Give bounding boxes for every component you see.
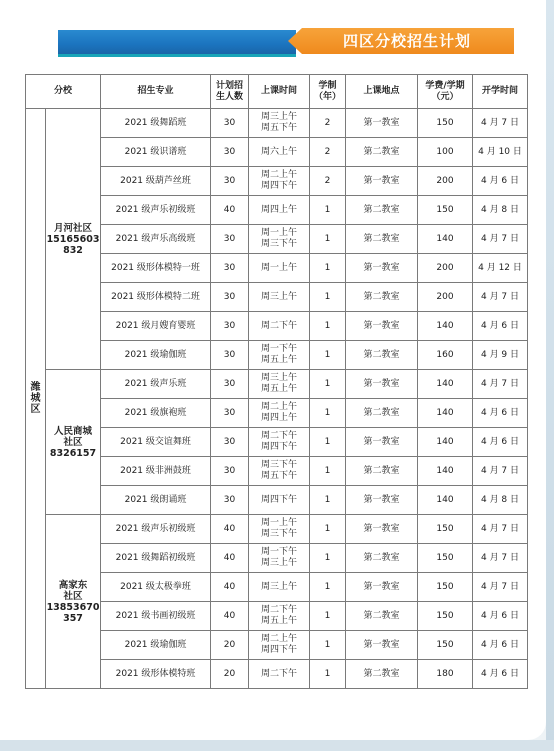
cell-location: 第二教室 xyxy=(346,544,418,573)
cell-fee: 200 xyxy=(418,254,473,283)
page-bottom-shadow xyxy=(0,740,554,751)
cell-start-date: 4 月 12 日 xyxy=(473,254,528,283)
cell-enrollment-count: 40 xyxy=(211,196,249,225)
enrollment-plan-table xyxy=(25,74,528,689)
cell-major: 2021 级瑜伽班 xyxy=(101,341,211,370)
cell-location: 第二教室 xyxy=(346,457,418,486)
table-row xyxy=(26,109,528,138)
cell-enrollment-count: 30 xyxy=(211,138,249,167)
cell-enrollment-count: 30 xyxy=(211,370,249,399)
cell-fee: 200 xyxy=(418,283,473,312)
cell-duration: 1 xyxy=(310,225,346,254)
table-row xyxy=(26,283,528,312)
cell-major: 2021 级声乐班 xyxy=(101,370,211,399)
cell-enrollment-count: 30 xyxy=(211,225,249,254)
table-row xyxy=(26,341,528,370)
cell-fee: 150 xyxy=(418,602,473,631)
table-row xyxy=(26,225,528,254)
cell-enrollment-count: 40 xyxy=(211,573,249,602)
cell-major: 2021 级朗诵班 xyxy=(101,486,211,515)
cell-location: 第一教室 xyxy=(346,428,418,457)
header-class-time: 上课时间 xyxy=(249,75,310,109)
table-row xyxy=(26,660,528,689)
cell-major: 2021 级舞蹈初级班 xyxy=(101,544,211,573)
cell-enrollment-count: 30 xyxy=(211,457,249,486)
cell-start-date: 4 月 6 日 xyxy=(473,660,528,689)
header-start-date: 开学时间 xyxy=(473,75,528,109)
table-row xyxy=(26,312,528,341)
cell-duration: 2 xyxy=(310,109,346,138)
cell-major: 2021 级交谊舞班 xyxy=(101,428,211,457)
table-header-row xyxy=(26,75,528,109)
cell-class-time: 周一上午 周三下午 xyxy=(249,515,310,544)
campus-cell: 月河社区 15165603 832 xyxy=(46,109,101,370)
cell-major: 2021 级声乐高级班 xyxy=(101,225,211,254)
cell-enrollment-count: 40 xyxy=(211,515,249,544)
cell-major: 2021 级形体模特班 xyxy=(101,660,211,689)
cell-duration: 2 xyxy=(310,138,346,167)
cell-start-date: 4 月 8 日 xyxy=(473,196,528,225)
cell-major: 2021 级太极拳班 xyxy=(101,573,211,602)
cell-duration: 1 xyxy=(310,660,346,689)
cell-duration: 1 xyxy=(310,457,346,486)
cell-fee: 140 xyxy=(418,457,473,486)
cell-fee: 140 xyxy=(418,486,473,515)
cell-start-date: 4 月 6 日 xyxy=(473,428,528,457)
table-row xyxy=(26,631,528,660)
cell-enrollment-count: 40 xyxy=(211,544,249,573)
cell-class-time: 周一上午 周三下午 xyxy=(249,225,310,254)
cell-start-date: 4 月 7 日 xyxy=(473,225,528,254)
campus-cell: 高家东 社区 13853670 357 xyxy=(46,515,101,689)
table-row xyxy=(26,457,528,486)
cell-location: 第二教室 xyxy=(346,196,418,225)
cell-duration: 1 xyxy=(310,399,346,428)
cell-major: 2021 级非洲鼓班 xyxy=(101,457,211,486)
cell-class-time: 周二下午 周五上午 xyxy=(249,602,310,631)
cell-start-date: 4 月 7 日 xyxy=(473,515,528,544)
table-row xyxy=(26,428,528,457)
cell-duration: 1 xyxy=(310,486,346,515)
cell-location: 第二教室 xyxy=(346,399,418,428)
header-major: 招生专业 xyxy=(101,75,211,109)
cell-class-time: 周二下午 xyxy=(249,312,310,341)
cell-fee: 150 xyxy=(418,544,473,573)
header-campus: 分校 xyxy=(26,75,101,109)
cell-duration: 1 xyxy=(310,428,346,457)
cell-fee: 150 xyxy=(418,109,473,138)
campus-cell: 人民商城 社区 8326157 xyxy=(46,370,101,515)
cell-fee: 150 xyxy=(418,196,473,225)
cell-location: 第一教室 xyxy=(346,515,418,544)
cell-fee: 140 xyxy=(418,312,473,341)
table-row xyxy=(26,486,528,515)
header-location: 上课地点 xyxy=(346,75,418,109)
cell-start-date: 4 月 9 日 xyxy=(473,341,528,370)
cell-duration: 1 xyxy=(310,283,346,312)
cell-duration: 1 xyxy=(310,254,346,283)
cell-class-time: 周四上午 xyxy=(249,196,310,225)
cell-duration: 1 xyxy=(310,312,346,341)
table-row xyxy=(26,167,528,196)
cell-location: 第一教室 xyxy=(346,109,418,138)
cell-fee: 180 xyxy=(418,660,473,689)
page-edge-shadow xyxy=(546,0,554,751)
cell-duration: 1 xyxy=(310,370,346,399)
cell-location: 第一教室 xyxy=(346,631,418,660)
cell-major: 2021 级旗袍班 xyxy=(101,399,211,428)
table-row xyxy=(26,254,528,283)
table-row xyxy=(26,602,528,631)
cell-class-time: 周二上午 周四上午 xyxy=(249,399,310,428)
table-row xyxy=(26,370,528,399)
cell-class-time: 周四下午 xyxy=(249,486,310,515)
cell-enrollment-count: 30 xyxy=(211,428,249,457)
cell-enrollment-count: 20 xyxy=(211,631,249,660)
cell-start-date: 4 月 7 日 xyxy=(473,457,528,486)
cell-fee: 150 xyxy=(418,631,473,660)
cell-fee: 150 xyxy=(418,573,473,602)
table-row xyxy=(26,544,528,573)
cell-location: 第一教室 xyxy=(346,312,418,341)
cell-class-time: 周二上午 周四下午 xyxy=(249,167,310,196)
cell-start-date: 4 月 6 日 xyxy=(473,399,528,428)
cell-start-date: 4 月 7 日 xyxy=(473,283,528,312)
cell-location: 第二教室 xyxy=(346,283,418,312)
table-row xyxy=(26,399,528,428)
table-row xyxy=(26,515,528,544)
cell-duration: 1 xyxy=(310,602,346,631)
cell-fee: 140 xyxy=(418,225,473,254)
cell-start-date: 4 月 7 日 xyxy=(473,573,528,602)
district-cell: 潍 城 区 xyxy=(26,109,46,689)
cell-location: 第二教室 xyxy=(346,602,418,631)
cell-class-time: 周三上午 xyxy=(249,573,310,602)
cell-location: 第一教室 xyxy=(346,254,418,283)
cell-enrollment-count: 30 xyxy=(211,109,249,138)
cell-start-date: 4 月 6 日 xyxy=(473,602,528,631)
header-banner-underline xyxy=(58,54,296,57)
cell-start-date: 4 月 6 日 xyxy=(473,312,528,341)
cell-duration: 1 xyxy=(310,631,346,660)
cell-enrollment-count: 30 xyxy=(211,341,249,370)
cell-major: 2021 级月嫂育婴班 xyxy=(101,312,211,341)
cell-class-time: 周三下午 周五下午 xyxy=(249,457,310,486)
cell-enrollment-count: 30 xyxy=(211,254,249,283)
cell-location: 第一教室 xyxy=(346,486,418,515)
cell-major: 2021 级声乐初级班 xyxy=(101,515,211,544)
cell-class-time: 周一下午 周三上午 xyxy=(249,544,310,573)
cell-major: 2021 级葫芦丝班 xyxy=(101,167,211,196)
cell-duration: 2 xyxy=(310,167,346,196)
cell-location: 第二教室 xyxy=(346,660,418,689)
cell-duration: 1 xyxy=(310,573,346,602)
cell-major: 2021 级识谱班 xyxy=(101,138,211,167)
cell-class-time: 周二下午 xyxy=(249,660,310,689)
table-row xyxy=(26,573,528,602)
cell-enrollment-count: 30 xyxy=(211,283,249,312)
cell-class-time: 周三上午 周五上午 xyxy=(249,370,310,399)
page-title: 四区分校招生计划 xyxy=(342,32,471,50)
cell-major: 2021 级形体模特二班 xyxy=(101,283,211,312)
cell-enrollment-count: 40 xyxy=(211,602,249,631)
cell-major: 2021 级书画初级班 xyxy=(101,602,211,631)
cell-fee: 140 xyxy=(418,370,473,399)
cell-fee: 100 xyxy=(418,138,473,167)
cell-start-date: 4 月 7 日 xyxy=(473,109,528,138)
cell-start-date: 4 月 6 日 xyxy=(473,631,528,660)
cell-class-time: 周三上午 xyxy=(249,283,310,312)
cell-fee: 140 xyxy=(418,428,473,457)
header-banner-blue xyxy=(58,30,296,54)
cell-fee: 160 xyxy=(418,341,473,370)
cell-duration: 1 xyxy=(310,196,346,225)
cell-location: 第一教室 xyxy=(346,167,418,196)
cell-fee: 200 xyxy=(418,167,473,196)
cell-location: 第二教室 xyxy=(346,138,418,167)
header-enrollment-count: 计划招 生人数 xyxy=(211,75,249,109)
cell-class-time: 周三上午 周五下午 xyxy=(249,109,310,138)
table-row xyxy=(26,138,528,167)
cell-location: 第二教室 xyxy=(346,225,418,254)
cell-enrollment-count: 20 xyxy=(211,660,249,689)
cell-class-time: 周二上午 周四下午 xyxy=(249,631,310,660)
cell-duration: 1 xyxy=(310,341,346,370)
cell-major: 2021 级瑜伽班 xyxy=(101,631,211,660)
cell-duration: 1 xyxy=(310,515,346,544)
cell-fee: 140 xyxy=(418,399,473,428)
cell-location: 第一教室 xyxy=(346,573,418,602)
header-duration: 学制 （年） xyxy=(310,75,346,109)
cell-enrollment-count: 30 xyxy=(211,486,249,515)
cell-class-time: 周一上午 xyxy=(249,254,310,283)
cell-start-date: 4 月 7 日 xyxy=(473,370,528,399)
cell-major: 2021 级形体模特一班 xyxy=(101,254,211,283)
cell-major: 2021 级舞蹈班 xyxy=(101,109,211,138)
cell-enrollment-count: 30 xyxy=(211,399,249,428)
cell-class-time: 周六上午 xyxy=(249,138,310,167)
cell-start-date: 4 月 7 日 xyxy=(473,544,528,573)
cell-enrollment-count: 30 xyxy=(211,312,249,341)
cell-class-time: 周一下午 周五上午 xyxy=(249,341,310,370)
cell-location: 第一教室 xyxy=(346,370,418,399)
header-fee: 学费/学期 （元） xyxy=(418,75,473,109)
cell-fee: 150 xyxy=(418,515,473,544)
cell-start-date: 4 月 10 日 xyxy=(473,138,528,167)
table-row xyxy=(26,196,528,225)
cell-duration: 1 xyxy=(310,544,346,573)
cell-major: 2021 级声乐初级班 xyxy=(101,196,211,225)
cell-start-date: 4 月 8 日 xyxy=(473,486,528,515)
cell-enrollment-count: 30 xyxy=(211,167,249,196)
cell-class-time: 周二下午 周四下午 xyxy=(249,428,310,457)
cell-location: 第二教室 xyxy=(346,341,418,370)
cell-start-date: 4 月 6 日 xyxy=(473,167,528,196)
